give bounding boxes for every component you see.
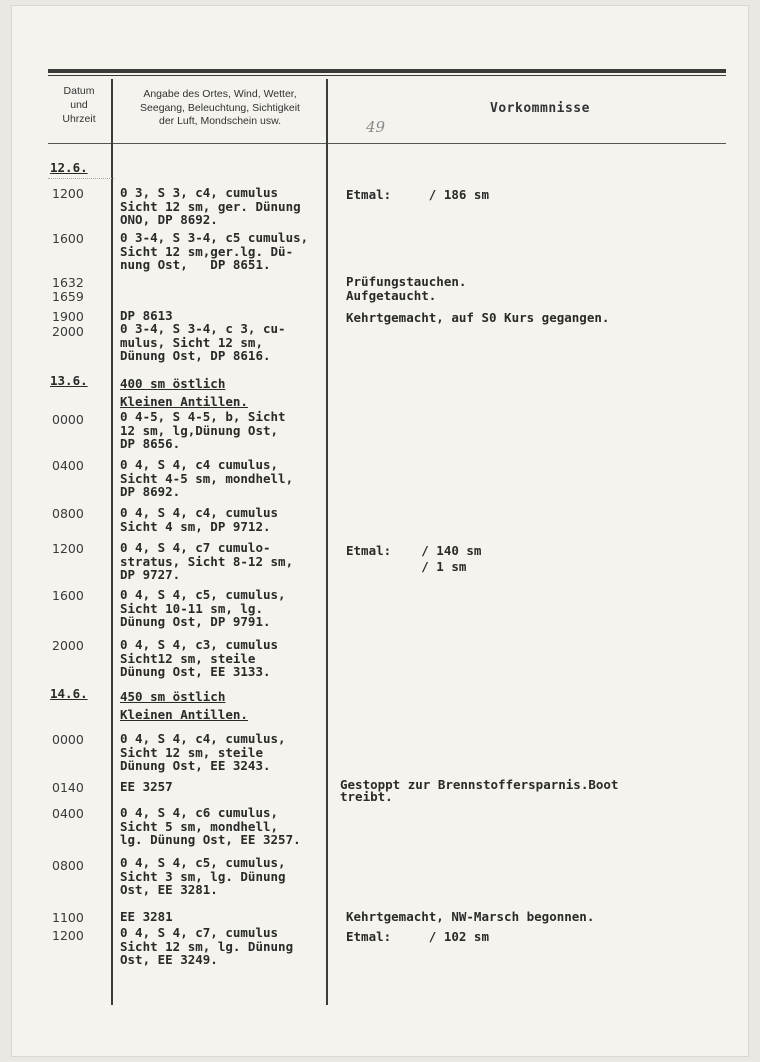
- entry-location: 0 4, S 4, c4, cumulus, Sicht 12 sm, steile Dünung Ost, EE 3243.: [120, 731, 286, 773]
- entry-event: Kehrtgemacht, NW-Marsch begonnen.: [346, 909, 595, 924]
- entry-time: 1200: [52, 928, 84, 943]
- entry-event: Aufgetaucht.: [346, 288, 437, 303]
- entry-event: Kehrtgemacht, auf S0 Kurs gegangen.: [346, 310, 610, 325]
- entry-location: EE 3257: [120, 779, 173, 794]
- entry-location: 0 4, S 4, c3, cumulus Sicht12 sm, steile Dünung Ost, EE 3133.: [120, 637, 279, 679]
- entry-event: Etmal: / 186 sm: [346, 187, 489, 202]
- date-separator: [48, 178, 114, 179]
- date-13-6: 13.6.: [50, 373, 88, 388]
- entry-location: 0 4, S 4, c7, cumulus Sicht 12 sm, lg. Dünung Ost, EE 3249.: [120, 925, 294, 967]
- entry-time: 2000: [52, 324, 84, 339]
- header-und: und: [70, 99, 88, 111]
- entry-time: 1100: [52, 910, 84, 925]
- entry-time: 0140: [52, 780, 84, 795]
- column-divider-2: [326, 79, 328, 1005]
- entry-location: 0 4, S 4, c5, cumulus, Sicht 3 sm, lg. Dünung Ost, EE 3281.: [120, 855, 286, 897]
- entry-location: 0 3, S 3, c4, cumulus Sicht 12 sm, ger. Dünung ONO, DP 8692.: [120, 185, 301, 227]
- entry-time: 0400: [52, 806, 84, 821]
- entry-location: 0 4, S 4, c6 cumulus, Sicht 5 sm, mondhell, lg. Dünung Ost, EE 3257.: [120, 805, 301, 847]
- header-date-time: [48, 84, 110, 126]
- entry-location: 0 4-5, S 4-5, b, Sicht 12 sm, lg,Dünung Ost, DP 8656.: [120, 409, 286, 451]
- entry-time: 0800: [52, 858, 84, 873]
- entry-event: Gestoppt zur Brennstoffersparnis.Boot treibt.: [340, 777, 619, 804]
- header-datum: Datum: [63, 85, 95, 97]
- entry-time: 1600: [52, 231, 84, 246]
- date-14-6: 14.6.: [50, 686, 88, 701]
- entry-event: Prüfungstauchen.: [346, 274, 467, 289]
- entry-time: 1200: [52, 541, 84, 556]
- entry-location: 0 4, S 4, c4, cumulus Sicht 4 sm, DP 9712.: [120, 505, 279, 534]
- header-events: Vorkommnisse: [490, 101, 590, 116]
- entry-location: 0 4, S 4, c4 cumulus, Sicht 4-5 sm, mondhell, DP 8692.: [120, 457, 294, 499]
- entry-location: 0 4, S 4, c5, cumulus, Sicht 10-11 sm, lg. Dünung Ost, DP 9791.: [120, 587, 286, 629]
- top-rule: [48, 69, 726, 73]
- header-location-weather: [114, 88, 326, 129]
- column-divider-1: [111, 79, 113, 1005]
- entry-time: 2000: [52, 638, 84, 653]
- header-loc-line3: der Luft, Mondschein usw.: [159, 115, 281, 127]
- entry-time: 1900: [52, 309, 84, 324]
- header-loc-line1: Angabe des Ortes, Wind, Wetter,: [143, 88, 297, 100]
- date-location: 450 sm östlich Kleinen Antillen.: [120, 689, 248, 722]
- entry-time: 0400: [52, 458, 84, 473]
- handwritten-page-number: 49: [366, 118, 386, 136]
- entry-time: 1632: [52, 275, 84, 290]
- top-rule-thin: [48, 75, 726, 76]
- entry-time: 1659: [52, 289, 84, 304]
- date-12-6: 12.6.: [50, 160, 88, 175]
- entry-time: 0000: [52, 732, 84, 747]
- entry-location: DP 8613: [120, 308, 173, 323]
- entry-location: 0 3-4, S 3-4, c5 cumulus, Sicht 12 sm,ger.lg. Dü- nung Ost, DP 8651.: [120, 230, 309, 272]
- header-uhrzeit: Uhrzeit: [62, 113, 96, 125]
- entry-time: 1200: [52, 186, 84, 201]
- date-location: 400 sm östlich Kleinen Antillen.: [120, 376, 248, 409]
- entry-time: 0000: [52, 412, 84, 427]
- entry-event: Etmal: / 102 sm: [346, 929, 489, 944]
- header-loc-line2: Seegang, Beleuchtung, Sichtigkeit: [140, 101, 300, 114]
- entry-time: 0800: [52, 506, 84, 521]
- entry-event: Etmal: / 140 sm / 1 sm: [346, 543, 482, 574]
- entry-location: EE 3281: [120, 909, 173, 924]
- header-bottom-rule: [48, 143, 726, 144]
- entry-location: 0 4, S 4, c7 cumulo- stratus, Sicht 8-12 sm, DP 9727.: [120, 540, 294, 582]
- entry-time: 1600: [52, 588, 84, 603]
- entry-location: 0 3-4, S 3-4, c 3, cu- mulus, Sicht 12 sm, Dünung Ost, DP 8616.: [120, 321, 286, 363]
